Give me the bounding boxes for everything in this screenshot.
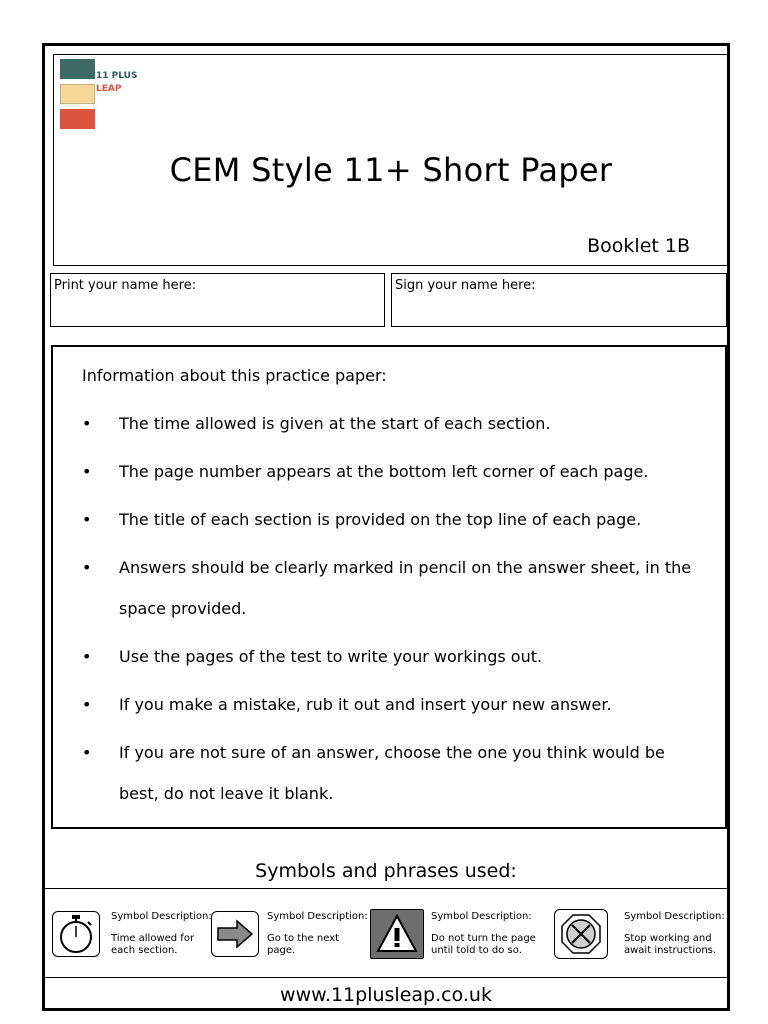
- sign-name-field[interactable]: [391, 273, 727, 327]
- symbols-heading: Symbols and phrases used:: [255, 860, 517, 882]
- symbol-label: Symbol Description:: [624, 911, 725, 922]
- information-heading: Information about this practice paper:: [82, 366, 387, 385]
- booklet-label: Booklet 1B: [587, 235, 690, 257]
- bullet-dot: •: [82, 510, 92, 529]
- logo-block-red: [60, 109, 95, 129]
- bullet-text: The title of each section is provided on the top line of each page.: [119, 510, 642, 529]
- divider: [45, 888, 727, 889]
- print-name-field[interactable]: [50, 273, 385, 327]
- bullet-dot: •: [82, 647, 92, 666]
- warning-icon: [370, 909, 424, 959]
- symbol-label: Symbol Description:: [431, 911, 532, 922]
- bullet-dot: •: [82, 462, 92, 481]
- logo-block-green: [60, 59, 95, 79]
- symbol-description: Stop working and await instructions.: [624, 933, 717, 956]
- symbol-description: Time allowed for each section.: [111, 933, 195, 956]
- logo: [60, 59, 150, 135]
- bullet-text: If you make a mistake, rub it out and insert your new answer.: [119, 695, 612, 714]
- website-url: www.11plusleap.co.uk: [280, 984, 492, 1006]
- bullet-text: Answers should be clearly marked in pencil on the answer sheet, in the space provided.: [119, 558, 692, 618]
- bullet-dot: •: [82, 414, 92, 433]
- stop-icon: [554, 909, 608, 959]
- paper-page: [42, 43, 730, 1011]
- bullet-dot: •: [82, 695, 92, 714]
- logo-block-yellow: [60, 84, 95, 104]
- symbol-description: Do not turn the page until told to do so.: [431, 933, 536, 956]
- header-box: [53, 54, 729, 266]
- symbol-label: Symbol Description:: [267, 911, 368, 922]
- bullet-text: Use the pages of the test to write your workings out.: [119, 647, 543, 666]
- bullet-text: If you are not sure of an answer, choose the one you think would be best, do not leave it blank.: [119, 743, 665, 803]
- sign-name-label: Sign your name here:: [395, 278, 536, 293]
- print-name-label: Print your name here:: [54, 278, 197, 293]
- bullet-text: The time allowed is given at the start of each section.: [119, 414, 551, 433]
- information-box: [51, 345, 727, 829]
- arrow-right-icon: [211, 911, 259, 957]
- logo-text-11plus: 11 PLUS: [96, 71, 138, 81]
- divider: [45, 977, 727, 978]
- bullet-dot: •: [82, 743, 92, 762]
- bullet-text: The page number appears at the bottom left corner of each page.: [119, 462, 649, 481]
- symbol-description: Go to the next page.: [267, 933, 340, 956]
- symbol-label: Symbol Description:: [111, 911, 212, 922]
- logo-text-leap: LEAP: [96, 84, 122, 94]
- stopwatch-icon: [52, 911, 100, 957]
- page-title: CEM Style 11+ Short Paper: [169, 151, 613, 189]
- bullet-dot: •: [82, 558, 92, 577]
